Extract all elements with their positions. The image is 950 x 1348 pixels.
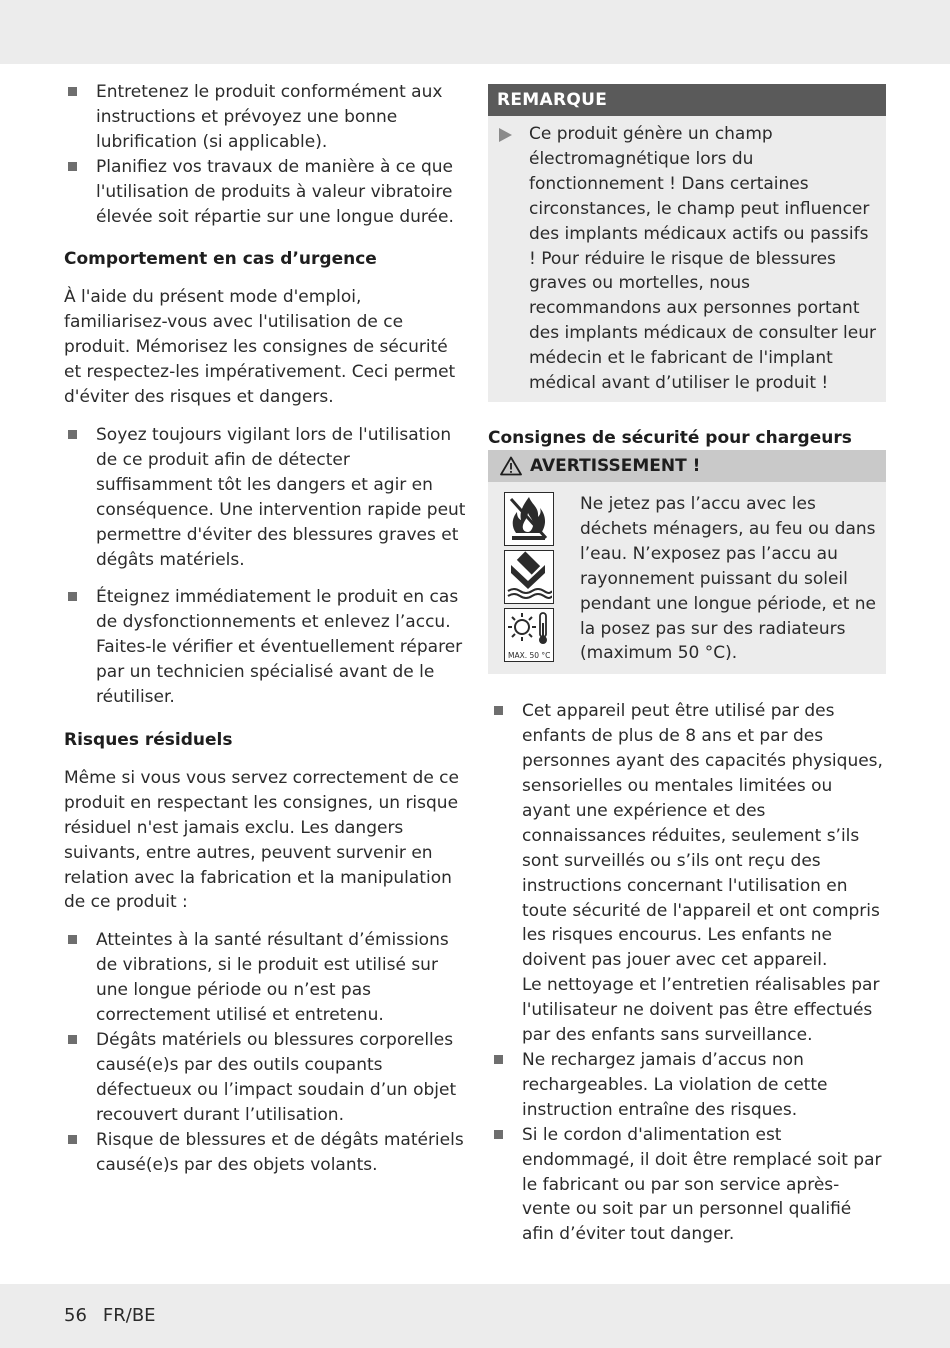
locale-label: FR/BE	[102, 1305, 156, 1326]
square-bullet-icon	[68, 430, 77, 439]
list-item: Atteintes à la santé résultant d’émissions de vibrations, si le produit est utilisé sur une longue période ou n’est pas correctement utilisé et entretenu.	[64, 928, 466, 1028]
residual-bullets	[64, 928, 466, 1177]
water-warning-icon	[504, 550, 554, 604]
list-item: Si le cordon d'alimentation est endommagé, il doit être remplacé soit par le fabricant ou par son service après-vente ou soit par un personnel qualifié afin d’éviter tout danger.	[490, 1123, 886, 1248]
charger-bullets	[490, 699, 886, 1247]
max-temperature-label: MAX. 50 °C	[508, 650, 551, 660]
sun-heat-warning-icon	[504, 608, 554, 662]
list-item: Dégâts matériels ou blessures corporelles causé(e)s par des outils coupants défectueux ou l’impact soudain d’un objet recouvert durant l’utilisation.	[64, 1028, 466, 1128]
remark-title: REMARQUE	[488, 84, 886, 116]
list-item: Soyez toujours vigilant lors de l'utilisation de ce produit afin de détecter suffisamment tôt les dangers et agir en conséquence. Une intervention rapide peut permettre d'éviter des blessures graves et dégâts matériels.	[64, 423, 466, 572]
remark-body	[488, 116, 886, 402]
residual-paragraph: Même si vous vous servez correctement de ce produit en respectant les consignes, un risque résiduel n'est jamais exclu. Les dangers suivants, entre autres, peuvent survenir en relation avec la fabrication et la manipulation de ce produit :	[64, 767, 459, 913]
square-bullet-icon	[494, 1055, 503, 1064]
arrow-right-icon	[499, 128, 512, 142]
square-bullet-icon	[68, 87, 77, 96]
list-item: Cet appareil peut être utilisé par des enfants de plus de 8 ans et par des personnes ayant des capacités physiques, sensorielles ou mentales limitées ou ayant une expérience et des connaissances réduites, seulement s’ils sont surveillés ou s’ils ont reçu des instructions concernant l'utilisation en toute sécurité de l'appareil et ont compris les risques encourus. Les enfants ne doivent pas jouer avec cet appareil. Le nettoyage et l’entretien réalisables par l'utilisateur ne doivent pas être effectués par des enfants sans surveillance.	[490, 699, 886, 1048]
page-footer	[64, 1305, 156, 1326]
remark-box	[488, 84, 886, 402]
page-number: 56	[64, 1305, 87, 1326]
list-item: Entretenez le produit conformément aux instructions et prévoyez une bonne lubrification (si applicable).	[64, 80, 466, 155]
maintenance-bullets	[64, 80, 466, 229]
warning-text: Ne jetez pas l’accu avec les déchets ménagers, au feu ou dans l’eau. N’exposez pas l’accu au rayonnement puissant du soleil pendant une longue période, et ne la posez pas sur des radiateurs (maximum 50 °C).	[580, 493, 876, 664]
list-item: Risque de blessures et de dégâts matériels causé(e)s par des objets volants.	[64, 1128, 466, 1178]
residual-risks-heading: Risques résiduels	[64, 729, 233, 750]
left-column	[64, 80, 466, 1177]
square-bullet-icon	[68, 162, 77, 171]
right-column	[488, 84, 886, 1247]
square-bullet-icon	[68, 592, 77, 601]
emergency-paragraph: À l'aide du présent mode d'emploi, familiarisez-vous avec l'utilisation de ce produit. Mémorisez les consignes de sécurité et respectez-les impérativement. Ceci permet d'éviter des risques et dangers.	[64, 287, 456, 408]
warning-box	[488, 450, 886, 674]
list-item: Planifiez vos travaux de manière à ce que l'utilisation de produits à valeur vibratoire élevée soit répartie sur une longue durée.	[64, 155, 466, 230]
warning-triangle-icon	[500, 456, 522, 476]
warning-icons	[504, 492, 558, 666]
square-bullet-icon	[68, 1035, 77, 1044]
list-item: Ne rechargez jamais d’accus non rechargeables. La violation de cette instruction entraîne des risques.	[490, 1048, 886, 1123]
square-bullet-icon	[68, 935, 77, 944]
list-item: Éteignez immédiatement le produit en cas de dysfonctionnements et enlevez l’accu. Faites-le vérifier et éventuellement réparer par un technicien spécialisé avant de le réutiliser.	[64, 585, 466, 710]
warning-header	[488, 450, 886, 482]
warning-body	[488, 482, 886, 674]
top-band	[0, 0, 950, 64]
emergency-bullets	[64, 423, 466, 710]
fire-warning-icon	[504, 492, 554, 546]
remark-text: Ce produit génère un champ électromagnétique lors du fonctionnement ! Dans certaines circonstances, le champ peut influencer des implants médicaux actifs ou passifs ! Pour réduire le risque de blessures graves ou mortelles, nous recommandons aux personnes portant des implants médicaux de consulter leur médecin et le fabricant de l'implant médical avant d’utiliser le produit !	[529, 124, 876, 394]
square-bullet-icon	[494, 706, 503, 715]
square-bullet-icon	[68, 1135, 77, 1144]
charger-safety-heading: Consignes de sécurité pour chargeurs	[488, 427, 852, 448]
square-bullet-icon	[494, 1130, 503, 1139]
warning-title: AVERTISSEMENT !	[530, 455, 701, 476]
emergency-heading: Comportement en cas d’urgence	[64, 249, 377, 270]
